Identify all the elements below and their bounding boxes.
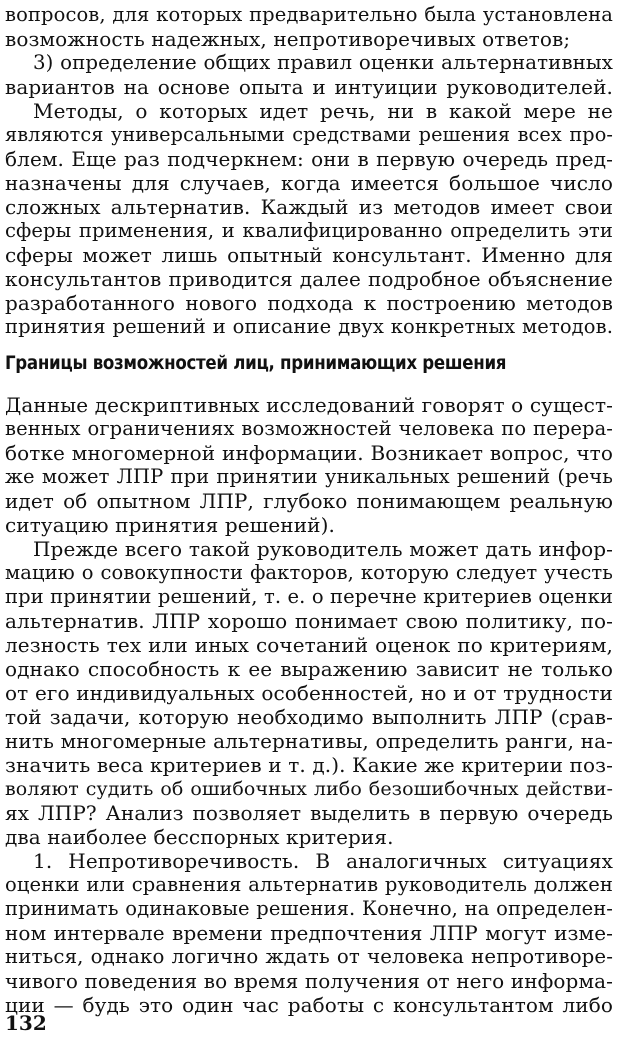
text-line: оценки или сравнения альтернатив руководитель должен: [5, 873, 613, 896]
text-line: Методы, о которых идет речь, ни в какой мере не: [33, 99, 613, 123]
text-line: же может ЛПР при принятии уникальных решений (речь: [5, 465, 613, 488]
text-line: венных ограничениях возможностей человека по перера-: [5, 417, 613, 440]
page-number: 132: [5, 1011, 47, 1035]
text-line: сферы применения, и квалифицированно определить эти: [5, 219, 613, 242]
text-line: вариантов на основе опыта и интуиции руководителей.: [5, 75, 613, 99]
text-line: ситуацию принятия решений).: [5, 513, 335, 537]
text-line: лезность тех или иных сочетаний оценок по критериям,: [5, 633, 613, 657]
text-line: значить веса критериев и т. д.). Какие же критерии поз-: [5, 753, 613, 777]
text-line: ном интервале времени предпочтения ЛПР могут изме-: [5, 921, 613, 945]
text-line: вопросов, для которых предварительно была установлена: [5, 3, 613, 26]
text-line: 3) определение общих правил оценки альтернативных: [33, 51, 613, 74]
text-line: два наиболее бесспорных критерия.: [5, 825, 394, 849]
book-page: [5, 0, 613, 1048]
text-line: ции — будь это один час работы с консультантом либо: [5, 993, 613, 1017]
text-line: Данные дескриптивных исследований говорят о сущест-: [5, 393, 613, 417]
text-line: принятия решений и описание двух конкретных методов.: [5, 315, 613, 338]
text-line: альтернатив. ЛПР хорошо понимает свою политику, по-: [5, 609, 613, 633]
text-line: возможность надежных, непротиворечивых ответов;: [5, 27, 571, 51]
text-line: блем. Еще раз подчеркнем: они в первую очередь пред-: [5, 147, 613, 171]
text-line: чивого поведения во время получения от него информа-: [5, 969, 613, 993]
text-line: однако способность к ее выражению зависит не только: [5, 657, 613, 681]
section-heading: Границы возможностей лиц, принимающих решения: [5, 353, 507, 374]
text-line: той задачи, которую необходимо выполнить ЛПР (срав-: [5, 705, 613, 729]
text-line: Прежде всего такой руководитель может дать инфор-: [33, 537, 613, 561]
text-line: назначены для случаев, когда имеется большое число: [5, 171, 613, 195]
text-line: нить многомерные альтернативы, определить ранги, на-: [5, 729, 613, 753]
text-line: мацию о совокупности факторов, которую следует учесть: [5, 561, 613, 584]
text-line: ниться, однако логично ждать от человека непротиворе-: [5, 945, 613, 968]
text-line: являются универсальными средствами решения всех про-: [5, 123, 613, 146]
text-line: принимать одинаковые решения. Конечно, на определен-: [5, 897, 613, 920]
text-line: идет об опытном ЛПР, глубоко понимающем реальную: [5, 489, 613, 513]
text-line: сложных альтернатив. Каждый из методов имеет свои: [5, 195, 613, 219]
text-line: воляют судить об ошибочных либо безошибочных действи-: [5, 778, 613, 800]
text-line: сферы может лишь опытный консультант. Именно для: [5, 243, 613, 267]
text-line: от его индивидуальных особенностей, но и от трудности: [5, 681, 613, 705]
text-line: 1. Непротиворечивость. В аналогичных ситуациях: [33, 849, 613, 873]
text-line: ях ЛПР? Анализ позволяет выделить в первую очередь: [5, 801, 613, 825]
text-line: консультантов приводится далее подробное объяснение: [5, 267, 613, 291]
text-line: ботке многомерной информации. Возникает вопрос, что: [5, 441, 613, 465]
text-line: разработанного нового подхода к построению методов: [5, 291, 613, 315]
text-line: при принятии решений, т. е. о перечне критериев оценки: [5, 585, 613, 608]
